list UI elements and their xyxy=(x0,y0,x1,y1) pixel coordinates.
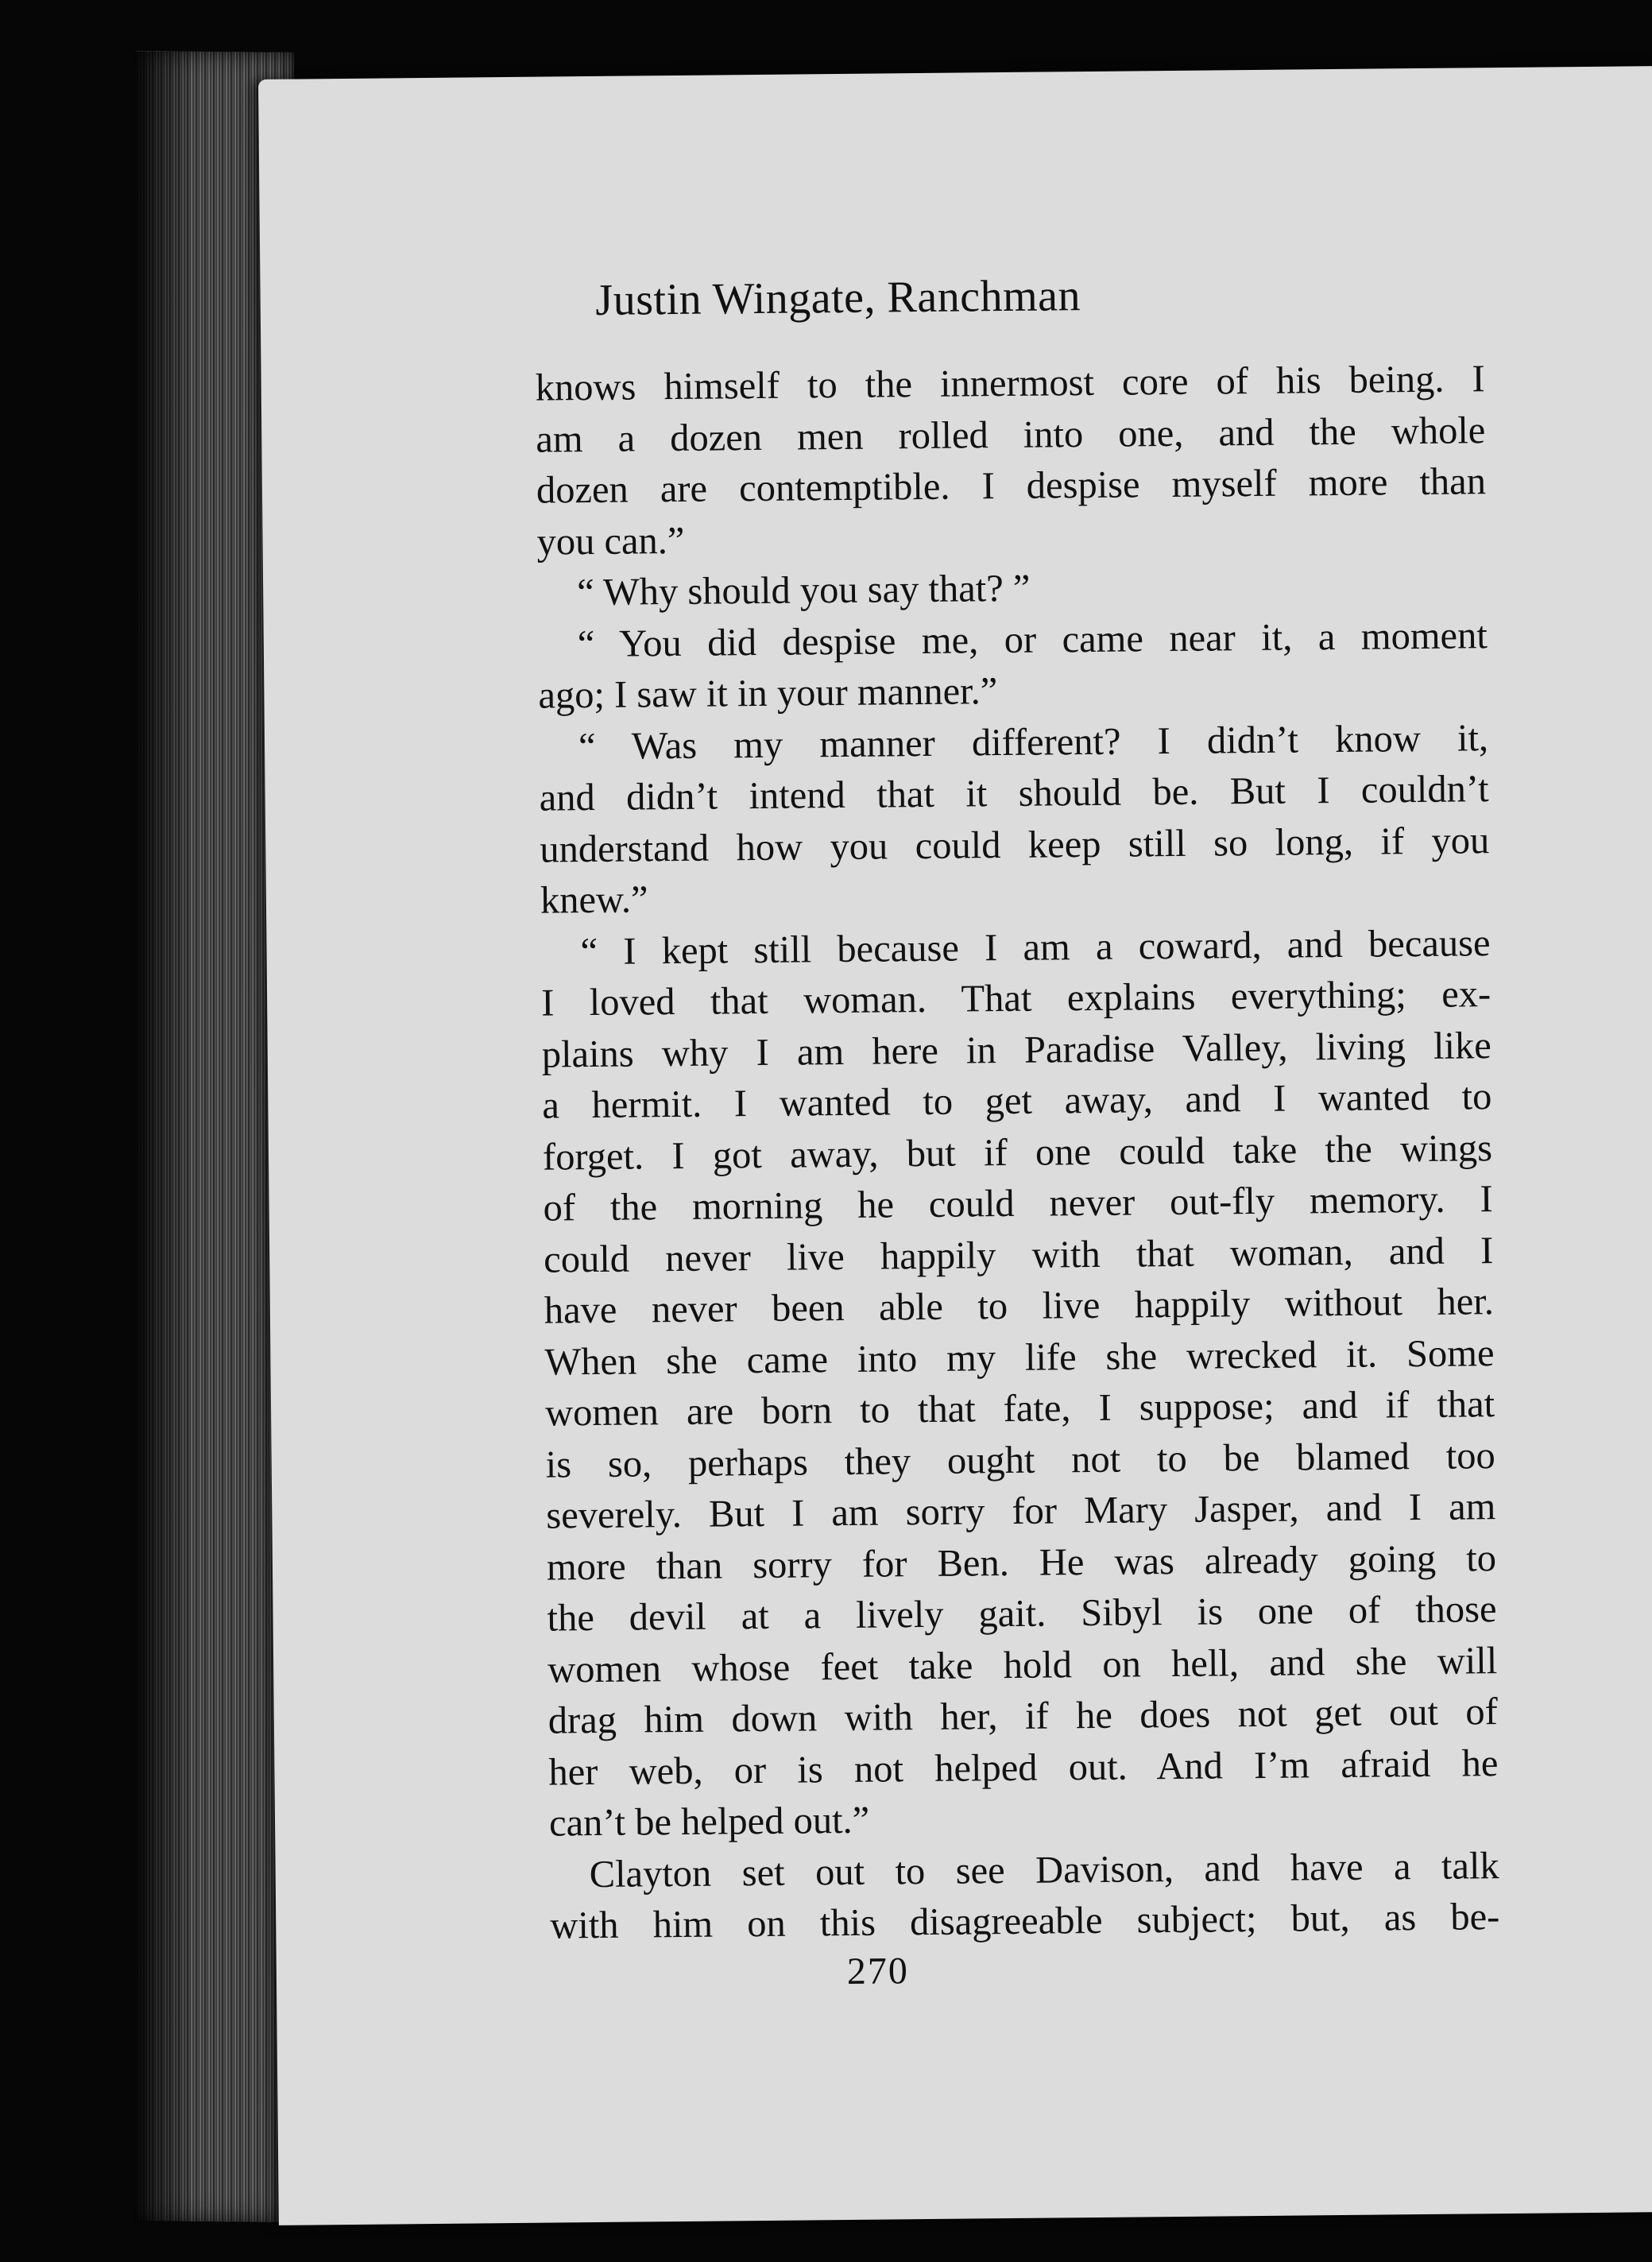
text-line: ago; I saw it in your manner.” xyxy=(538,670,998,717)
text-line: “ I kept still because I am a coward, and because xyxy=(580,921,1491,973)
text-line: When she came into my life she wrecked it. Some xyxy=(544,1331,1495,1384)
text-line: women are born to that fate, I suppose; and if that xyxy=(544,1383,1495,1435)
text-line: and didn’t intend that it should be. But I couldn’t xyxy=(539,768,1489,819)
text-line: “ Was my manner different? I didn’t know it, xyxy=(578,716,1489,768)
text-line: forget. I got away, but if one could take the wings xyxy=(542,1126,1493,1179)
text-line: with him on this disagreeable subject; but, as be- xyxy=(550,1896,1500,1947)
text-line: plains why I am here in Paradise Valley, living like xyxy=(541,1024,1491,1076)
running-head: Justin Wingate, Ranchman xyxy=(595,271,1081,325)
text-line: more than sorry for Ben. He was already going to xyxy=(546,1536,1497,1589)
page-number: 270 xyxy=(846,1950,910,1993)
body-text xyxy=(535,354,1499,1952)
text-line: drag him down with her, if he does not get out of xyxy=(547,1691,1499,1742)
text-line: I loved that woman. That explains everything; ex- xyxy=(540,973,1491,1024)
text-line: am a dozen men rolled into one, and the whole xyxy=(536,409,1486,461)
text-line: can’t be helped out.” xyxy=(548,1799,870,1845)
text-line: “ You did despise me, or came near it, a moment xyxy=(577,614,1488,665)
text-line: knew.” xyxy=(540,878,648,922)
text-line: is so, perhaps they ought not to be blamed too xyxy=(545,1434,1495,1486)
text-line: have never been able to live happily without her. xyxy=(544,1280,1495,1332)
page-edges-shadow xyxy=(135,52,191,2221)
text-line: knows himself to the innermost core of his being. I xyxy=(535,358,1485,409)
text-line: the devil at a lively gait. Sibyl is one of those xyxy=(547,1588,1497,1640)
text-line: of the morning he could never out-fly memory. I xyxy=(543,1178,1493,1230)
text-line: you can.” xyxy=(536,519,685,564)
text-line: understand how you could keep still so long, if you xyxy=(540,819,1490,871)
text-line: a hermit. I wanted to get away, and I wanted to xyxy=(542,1075,1492,1127)
text-line: her web, or is not helped out. And I’m afraid he xyxy=(548,1741,1499,1794)
text-line: dozen are contemptible. I despise myself more than xyxy=(536,460,1487,512)
text-line: could never live happily with that woman, and I xyxy=(544,1229,1494,1281)
text-line: “ Why should you say that? ” xyxy=(576,567,1031,614)
text-line: severely. But I am sorry for Mary Jasper, and I am xyxy=(546,1485,1496,1537)
text-line: women whose feet take hold on hell, and she will xyxy=(547,1639,1498,1691)
text-line: Clayton set out to see Davison, and have a talk xyxy=(589,1844,1499,1896)
book-page xyxy=(258,66,1652,2225)
